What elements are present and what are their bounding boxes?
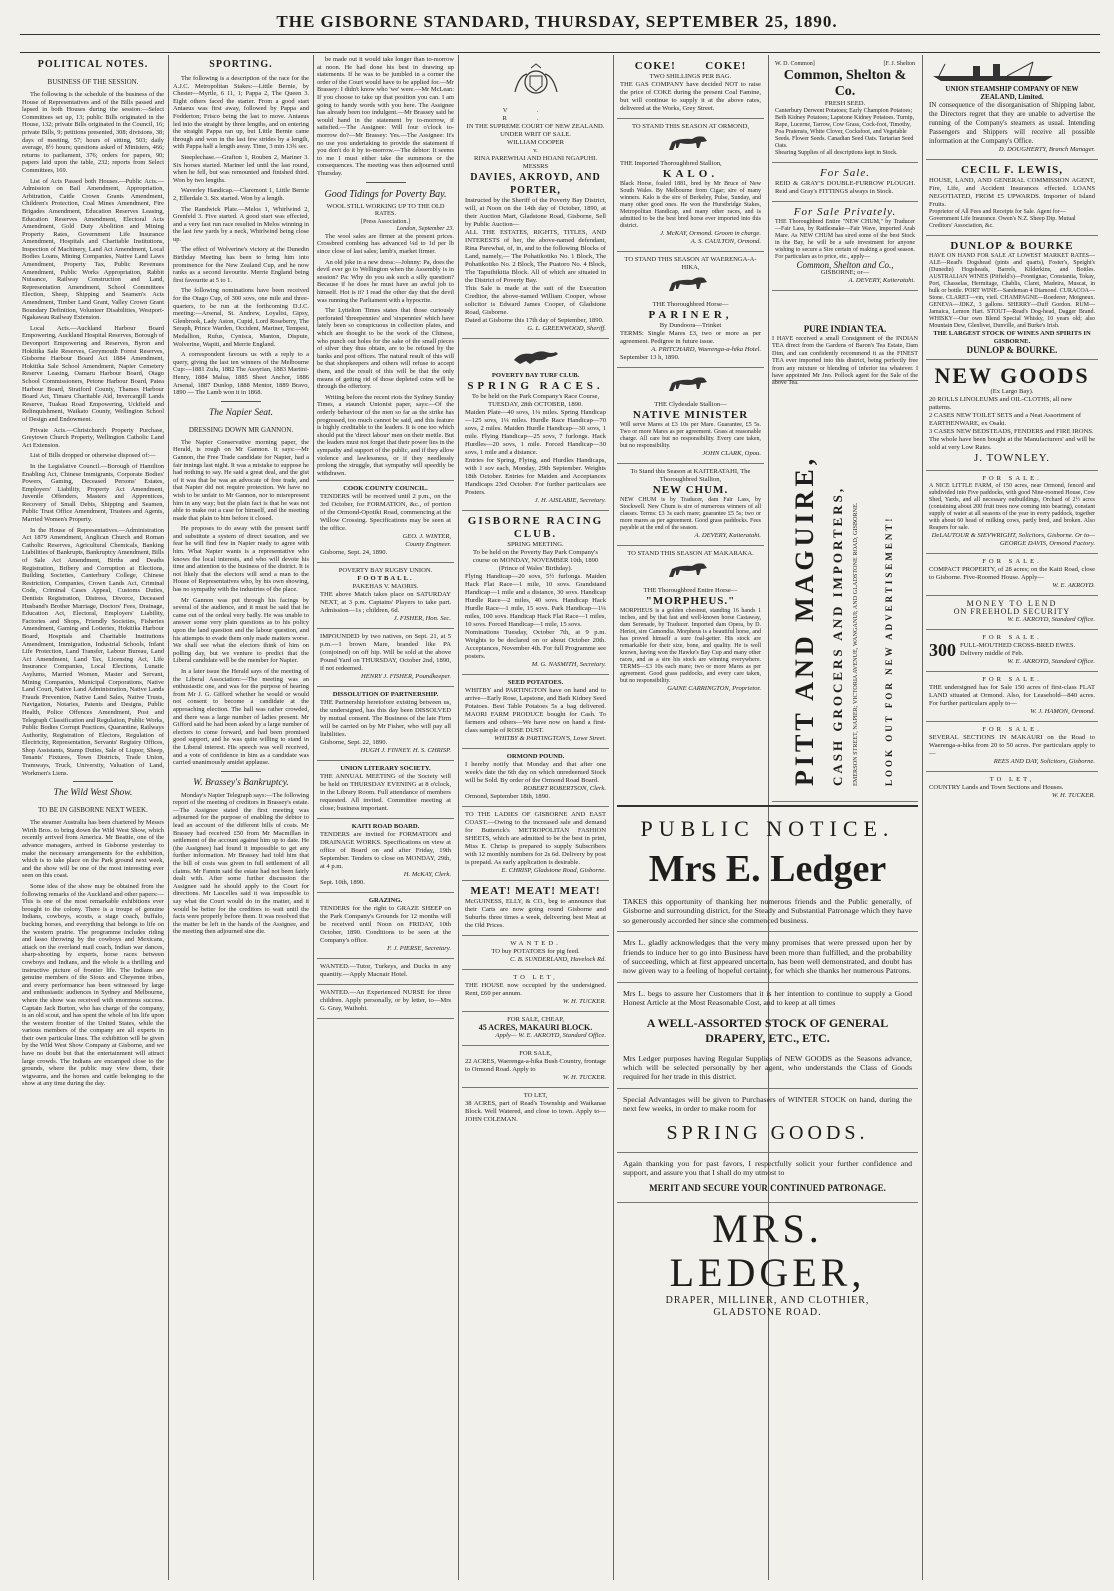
- ad-signature: J. TOWNLEY.: [973, 452, 1051, 464]
- section-heading: SPORTING.: [209, 59, 273, 70]
- ad-heading: IN THE SUPREME COURT OF NEW ZEALAND.: [466, 123, 605, 130]
- ad-text: THE undersigned has for Sale 150 acres of first-class FLAT LAND situated at Ormond. Also, for Leasehold—840 acres. For further particulars apply to—: [929, 684, 1095, 707]
- article-paragraph: Steeplechase.—Grafton 1, Rouben 2, Mariner 3. Six horses started. Mariner led until the last round, when he fell, but was remounted and finished third. Won by two lengths.: [173, 153, 309, 184]
- ad-heading: UNION LITERARY SOCIETY.: [340, 765, 431, 773]
- seed-list: Canterbury Derwent Potatoes; Early Champion Potatoes; Beth Kidney Potatoes; Lapstone Kidney Potatoes. Turnip, Rape, Lucerne, Tarrow, Cow Grass, Cock-foot, Timothy, Poa Pratensis, White Clover, Cocksfoot, and Vegetable Seeds. Flower Seeds. Canadian Seed Oats. Tartarian Seed Oats.: [775, 108, 914, 149]
- ad-title: GISBORNE RACING CLUB.: [467, 515, 604, 540]
- ad-text: IN consequence of the disorganisation of Shipping labor, the Directors regret that they are unable to advertise the running of the Company's steamers as usual. Intending Passengers and Shippers will receive all possible information at the Company's Office.: [929, 101, 1095, 145]
- ad-seed-potatoes: [462, 675, 609, 749]
- masthead-rule-lower: [20, 52, 1100, 53]
- ad-dunlop-bourke: [926, 236, 1098, 360]
- masthead-rule: [20, 34, 1100, 35]
- ad-compact-property: [926, 554, 1098, 596]
- ad-pitt-and-maguire: [772, 380, 918, 802]
- section-heading: Good Tidings for Poverty Bay.: [324, 188, 447, 200]
- dateline: London, September 23.: [396, 225, 454, 233]
- ad-subheading: SPRING MEETING.: [507, 541, 564, 548]
- ad-signature: J. McKAY, Ormond. Groom in charge.: [660, 230, 761, 237]
- ad-native-minister: [617, 368, 764, 464]
- stallion-name: PARINER,: [648, 309, 733, 321]
- ad-heading: TO STAND THIS SEASON AT MAKARAKA.: [627, 550, 754, 557]
- ad-date: September 13 h, 1890.: [620, 354, 680, 361]
- ad-signature: A. DEVERY, Kaiteratahi.: [694, 532, 761, 539]
- ledger-address: GLADSTONE ROAD.: [713, 1306, 822, 1318]
- ad-signature: GAINE CARRINGTON, Proprietor.: [667, 685, 761, 692]
- masthead-title: THE GISBORNE STANDARD, THURSDAY, SEPTEMBER 25, 1890.: [276, 12, 838, 31]
- column-auctions-and-notices: [462, 56, 609, 1581]
- stallion-name: KALO.: [662, 168, 719, 180]
- article-paragraph: The following is the schedule of the business of the House of Representatives and of the Bills passed and lapsed in both Houses during the session:—Select Committees set up, 13; public Bills originated in the House, 132; private Bills originated in the Council, 16; private Bills, 9; petitions presented, 308; divisions, 38; days of meeting, 57; hours of sitting, 503; daily average, 8½ hours; questions asked of Ministers, 466; returns to parliament, 376; orders for papers, 90; papers laid upon the table, 232; reports from Select Committees, 169.: [22, 91, 164, 174]
- ad-signature: DUNLOP & BOURKE.: [966, 345, 1058, 355]
- ad-makauri-sections: [926, 722, 1098, 772]
- ad-text: I hereby notify that Monday and that after one week's date the 6th day on which unredeemed Stock will be Sold. By order of the Ormond Road Board.: [465, 761, 606, 784]
- ad-text: I HAVE received a small Consignment of the INDIAN TEA direct from the Gardens of Baron's Tea Estate, Dam Dim, and can confidently recommend it as the FINEST TEA ever imported into this district, being perfectly free from any mixture or blending of inferior tea whatever. I have appointed Mr Jno. Pollock agent for the Sale of the above Tea.: [772, 335, 918, 387]
- ad-text: MORPHEUS is a golden chestnut, standing 16 hands 1 inches, and by that fast and well-known horse Castaway, dam Serenade, by Traducer. Imported dam Opera, by D. Heriot, sire Camondia. Morpheus is a beautiful horse, and has proved himself a sure foal-getter. His stock are remarkable for their size, bone, and quality. He is well known, having won the Hawke's Bay Cup and many other races, and as a sire his stock are winning everywhere. TERMS—£3 10s each mare; two or more Mares as per agreement. Good grass paddocks, and every care taken, but no responsibility.: [620, 608, 761, 684]
- ad-text: Black Horse, foaled 1881, bred by Mr Bruce of New South Wales. By Melbourne from Cigar; sire of many winners. Kalo is the sire of Berkeley, Pulse, Sunday, and many other good ones. He won the Hurstbridge Stakes, Metropolitan Handicap, and many other races, and is admitted to be the best bred horse ever imported into this district.: [620, 181, 761, 229]
- ad-text: TO buy POTATOES for pig feed.: [491, 948, 580, 955]
- ad-impounded: [317, 629, 454, 687]
- ad-signature: JOHN CLARK, Opou.: [702, 450, 761, 457]
- ad-wanted: WANTED.—Tutor, Turkeys, and Ducks in any quantity.—Apply Macnair Hotel.: [317, 959, 454, 985]
- column-right-adverts: [926, 56, 1098, 1581]
- race-list: Maiden Plate—40 sovs, 1¼ miles. Spring Handicap—125 sovs, 1¼ miles. Hurdle Race Handicap—70 sovs, 2 miles. Maiden Hurdle Handicap—30 sovs, 1 mile. Flying Handicap—25 sovs, 7 furlongs. Hack Hurdles—20 sovs, 1 mile. Forced Handicap—30 sovs, 1 mile and a distance.: [465, 409, 606, 456]
- royal-crest-icon: [509, 62, 563, 102]
- goods-item: 3 CASES NEW BEDSTEADS, FENDERS and FIRE IRONS.: [929, 428, 1094, 435]
- section-heading: The Wild West Show.: [53, 788, 133, 799]
- ad-cecil-lewis: [926, 160, 1098, 236]
- ad-text: The whole have been bought at the Manufacturers' and will be sold at very Low Rates.: [929, 436, 1095, 451]
- stallion-name: NATIVE MINISTER: [632, 409, 749, 421]
- ad-signature: HENRY J. FISHER, Poundkeeper.: [361, 673, 451, 681]
- ad-signature: W. E. AKROYD, Standard Office.: [1007, 616, 1095, 623]
- goods-item: 20 ROLLS LINOLEUMS and OIL-CLOTHS, all new patterns.: [929, 396, 1073, 411]
- article-paragraph: Waverley Handicap.—Claremont 1, Little Bernie 2, Ellerdale 3. Six started. Won by a length.: [173, 187, 309, 202]
- ad-date: Gisborne, Sept. 22, 1890.: [320, 739, 388, 747]
- ad-turf-club: [462, 339, 609, 511]
- partner-name: [F. J. Shelton: [883, 61, 915, 67]
- ad-text: 38 ACRES, part of Read's Township and Waikanae Block. Well Watered, and close to town. Apply to— JOHN COLEMAN.: [465, 1100, 606, 1123]
- ad-heading: ORMOND POUND.: [506, 753, 565, 760]
- ad-land-to-let: [462, 1088, 609, 1129]
- article-paragraph: In the House of Representatives.—Administration Act 1879 Amendment, Anglican Church and Roman Catholic Reserves, Agricultural Chemicals, Banking Liabilities of Bankrupts, Bankruptcy Amendment, Bills of Sale Act Amendment, Births and Deaths Registration, Bribery and Corruption at Elections, Building Societies, Canterbury College, Chinese Restriction, Companies, Crown Lands Act, Criminal Code, Criminal Cases Appeal, Customs Duties, Dentists Registration, Distress, Divorce, Deceased Husband's Brother Marriage, Doctors' Fees, Drainage, Education Act, Electoral, Employers' Liability, Factories and Shops, Friendly Societies, Fisheries Amendment, Gaming and Lotteries, Hokitika Harbour Board, Hospitals and Charitable Institutions Amendment, Immigration, Industrial Schools, Infant Life Protection, Land Transfer, Labour Bureau, Land Act Amendment, Land Tax, Licensing Act, Life Insurance Companies, Local Elections, Lunatic Asylums, Married Women, Master and Servant, Mining Companies, Municipal Corporations, Native Land Court, Native Land Administration, Native Lands Frauds Prevention, Native Land Sales, Native Trusts, Navigation, Notaries, Patents and Designs, Public Health, Police Offences Amendment, Post and Telegraph Classification and Regulation, Public Works, Public Bodies Corrupt Practices, Quarantine, Railways Authority, Registration of Electors, Regulation of Electricity, Representation, Servants' Registry Offices, Shop Assistants, Stamp Duties, Sale of Liquor, Sheep, Tenants' Fixtures, Town Districts, Trade Union, Tramways, Truck, University, Valuation of Land, Workmen's Liens.: [22, 526, 164, 777]
- ad-text: THE LARGEST STOCK OF WINES AND SPIRITS IN GISBORNE.: [933, 330, 1091, 345]
- ad-wanted: WANTED.—An Experienced NURSE for three children. Apply personally, or by letter, to—Mrs G. Gray, Waihohi.: [317, 985, 454, 1019]
- horse-icon: [661, 375, 721, 395]
- ad-signature: HUGH J. FINNEY. H. S. CHRISP.: [360, 747, 451, 755]
- article-paragraph: be made out it would take longer than to-morrow at noon. He had done his best in drawing up statements. If he was to be jumbled in a corner the order of the Court would have to be applied for.—Mr Brassey: I didn't know who 'we' were.—Mr McLean: If you choose to take up that position you can. I am going to handy words with you here. The Assignee has already been too indulgent.—Mr Brassey said he would hand in the statement by to-morrow, if satisfied.—The Assignee: Will four o'clock to-morrow do?—Mr Brassey: Yes.—The Assignee: It's no use you undertaking to provide the statement if you don't do it by to-morrow.—The debtor: It seems to me I must either take the summons or the consequences. The meeting was then adjourned until Thursday.: [317, 56, 454, 177]
- article-paragraph: A correspondent favours us with a reply to a query, giving the last ten winners of the Melbourne Cup:—1881 Zulu, 1882 The Assyrian, 1883 Martini-Henry, 1884 Malua, 1885 Sheet Anchor, 1886 Arsenal, 1887 Dunlop, 1888 Mentor, 1889 Bravo, 1890 — The Lamb won it in 1868.: [173, 351, 309, 397]
- auctioneers-name: DAVIES, AKROYD, AND PORTER,: [470, 172, 601, 196]
- ad-ewes-for-sale: [926, 630, 1098, 672]
- ad-gisborne-racing-club: [462, 511, 609, 675]
- ad-text: NEW CHUM is by Traducer, dam Fair Lass, by Stockwell. New Chum is sire of numerous winners of all classes. Terms: £3 3s each mare; guarantee £5 5s; two or more mares as per agreement. Good grass paddocks. Fees payable at the end of the season.: [620, 497, 761, 531]
- ad-house-to-let: [462, 970, 609, 1012]
- section-subheading: BUSINESS OF THE SESSION.: [47, 78, 139, 86]
- ad-text: THE Imported Thoroughbred Stallion,: [620, 160, 722, 167]
- ad-heading: FOR SALE.: [982, 634, 1042, 641]
- ad-morpheus: [617, 546, 764, 698]
- ad-signature: A. PRITCHARD, Waerenga-a-hika Hotel.: [651, 346, 761, 353]
- ad-waerenga-sale: [462, 1046, 609, 1088]
- ad-text: TO THE LADIES OF GISBORNE AND EAST COAST.—Owing to the increased sale and demand for Butterick's METROPOLITAN FASHION SHEETS, which are admitted to be the best in print, Miss E. Chrisp is prepared to supply Subscribers with 12 monthly numbers for 2s 6d. Delivery by post is prepaid. As early application is desirable.: [465, 811, 606, 866]
- ad-tagline: LOOK OUT FOR NEW ADVERTISEMENT!: [884, 515, 894, 786]
- ad-signature: E. CHRISP, Gladstone Road, Gisborne.: [501, 867, 606, 874]
- article-paragraph: In a later issue the Herald says of the meeting of the Liberal Association:—The meeting was an enthusiastic one, and was for the purpose of hearing from Mr J. G. Gifford whether he would or would not consent to become a candidate at the approaching election. The hall was rather crowded, and there was a large number of ladies present. Mr Gifford said he had been asked by a large number of electors to come forward, and had been promised good support, and he was quite willing to stand in the Liberal interest. His speech was well received, and a vote of confidence in him as a candidate was carried unanimously amidst applause.: [173, 667, 309, 767]
- ad-text: Will serve Mares at £3 10s per Mare. Guarantee, £5 5s. Two or more Mares as per agreement. Grass at reasonable charge. All care but no responsibility. Every care taken, but no responsibility.: [620, 422, 761, 449]
- ad-signature: D. DOUGHERTY, Branch Manager.: [998, 146, 1095, 153]
- ad-signature: County Engineer.: [405, 541, 451, 549]
- ad-text: TENDERS are invited for FORMATION and DRAINAGE WORKS. Specifications on view at office of Board on and after Friday, 19th September. Tenders to close on MONDAY, 29th, at 4 p.m.: [320, 831, 451, 871]
- ad-heading: FOOTBALL.: [357, 575, 414, 583]
- price-line: TWO SHILLINGS PER BAG.: [649, 73, 732, 80]
- section-heading: The Napier Seat.: [208, 407, 274, 418]
- ad-farm-for-sale: [926, 471, 1098, 554]
- ad-text: SEVERAL SECTIONS IN MAKAURI on the Road to Waerenga-a-hika from 20 to 50 acres. For particulars apply to—: [929, 734, 1095, 757]
- ad-signature: A. S. CAULTON, Ormond.: [690, 238, 761, 245]
- ad-heading: GRAZING.: [368, 897, 403, 905]
- ad-fashion-sheets: [462, 807, 609, 881]
- ad-title: MEAT! MEAT! MEAT!: [470, 885, 601, 897]
- column-divider: [168, 55, 169, 1580]
- ledger-name: MRS. LEDGER,: [669, 1205, 866, 1295]
- article-paragraph: An old joke in a new dress:—Johnny: Pa, does the devil ever go to Wellington when the Assembly is in session? Pa: Why do you ask such a silly question? Because if he does he must have an awful job to himself. Hot is it? I read the other day that the devil was running the Parliament with a hypocrite.: [317, 258, 454, 304]
- plaintiff-name: WILLIAM COOPER: [507, 139, 564, 146]
- notice-paragraph: Mrs L. begs to assure her Customers that it is her intention to continue to supply a Good Honest Article at the Most Reasonable Cost, and to keep at all times: [623, 988, 912, 1008]
- ad-text: COMPACT PROPERTY, of 28 acres; on the Kaiti Road, close to Gisborne. Five-Roomed House. Apply—: [929, 566, 1095, 581]
- ad-union-steamship: [926, 56, 1098, 160]
- ad-signature: W. H. TUCKER.: [562, 1074, 606, 1081]
- ad-kaiti-road-board: [317, 819, 454, 893]
- race-list: Flying Handicap—20 sovs, 5½ furlongs. Maiden Hack Flat Race—1 mile, 10 sovs. Grandstand Handicap—1 mile and a distance, 30 sovs. Handicap Hurdle Race—2 miles, 40 sovs. Handicap Hack Hurdle Race—1 mile, 15 sovs. Park Handicap—1¼ miles, 100 sovs. Handicap Hack Flat Race—1 miles, 10 sovs. Forced Handicap—1 mile, 15 sovs.: [465, 573, 606, 628]
- ad-text: TENDERS will be received until 2 p.m., on the 3rd October, for FORMATION, &c., of portion of the Ormond-Opotiki Road, commencing at the Willow Crossing. Specifications may be seen at the office.: [320, 493, 451, 533]
- ad-ormond-pound: [462, 749, 609, 807]
- column-stallions: [617, 56, 764, 801]
- notice-paragraph: Special Advantages will be given to Purchasers of WINTER STOCK on hand, during the next few weeks, in order to make room for: [623, 1094, 912, 1114]
- press-credit: [Press Association.]: [360, 217, 411, 225]
- ad-text: THE ANNUAL MEETING of the Society will be held on THURSDAY EVENING at 8 o'clock, in the Library Room. Full attendance of members requested. All invited. Committee meeting at close; business important.: [320, 773, 451, 813]
- ad-title: DUNLOP & BOURKE: [950, 240, 1074, 252]
- ad-heading: PAKEHAS V. MAORIS.: [352, 583, 419, 591]
- ad-heading: MONEY TO LEND: [966, 599, 1058, 608]
- column-sporting: [173, 56, 309, 1581]
- ad-heading: TO STAND THIS SEASON AT ORMOND,: [631, 123, 750, 130]
- ad-date: Dated at Gisborne this 17th day of September, 1890.: [465, 317, 604, 324]
- ad-signature: GEO. J. WINTER,: [402, 533, 451, 541]
- notice-heading: PUBLIC NOTICE.: [640, 816, 895, 841]
- ad-flat-land-for-sale: [926, 672, 1098, 722]
- column-divider: [922, 55, 923, 1580]
- article-paragraph: Monday's Napier Telegraph says:—The following report of the meeting of creditors in Brassey's estate.—The Assignee stated the first meeting was adjourned for the purpose of enabling the debtor to lead an account of the different bills of costs. Mr Brassey had received £50 from Mr Macmillan in settlement of the account against him up to date. He (the Assignee) had found it impossible to get any further information. Mr Brassey had told him that the bill of costs was given in full settlement of all claims. Mr Fannin said the estate had not been fairly dealt with. After some further discussion the Assignee said he should apply to the Court for directions. Mr Lascelles said it was impossible to say what the Court would do in the matter, and it would be better for the creditors to wait until the facts were properly before them. It was resolved that the matter be left in the hands of the Assignee, and the meeting then adjourned sine die.: [173, 791, 310, 936]
- column-divider: [458, 55, 459, 1580]
- ad-heading: FOR SALE,: [519, 1050, 552, 1057]
- ad-heading: DISSOLUTION OF PARTNERSHIP.: [332, 691, 439, 699]
- ad-text: THE Thoroughbred Entire "NEW CHUM," by Traducer—Fair Lass, by Rattlesnake—Fair Wave, imported Arab Mare. As NEW CHUM has sired some of the best Stock in the Bay, he will be a safe investment for anyone wishing to secure a Sire certain of making a good season. For particulars as to price, etc., apply—: [775, 219, 915, 260]
- ad-signature: REES AND DAY, Solicitors, Gisborne.: [993, 758, 1095, 765]
- ad-money-to-lend: [926, 596, 1098, 630]
- ad-text: THE above Match takes place on SATURDAY NEXT, at 3 p.m. Captains' Players to take part. Admission—1s ; children, 6d.: [320, 591, 451, 615]
- ad-subtitle: CASH GROCERS AND IMPORTERS,: [830, 485, 845, 786]
- ad-signature: Apply— W. E. AKROYD, Standard Office.: [495, 1032, 606, 1039]
- ad-subtitle: (Ex Largo Bay).: [990, 388, 1034, 395]
- ad-subheading: UNDER WRIT OF SALE.: [500, 131, 571, 138]
- article-paragraph: Private Acts.—Christchurch Property Purchase, Greytown Church Property, Wellington Catholic Land Act Extension.: [22, 426, 164, 449]
- section-heading: POLITICAL NOTES.: [37, 59, 149, 70]
- article-paragraph: The following nominations have been received for the Otago Cup, of 300 sovs, one mile and three-quarters, to be run at the forthcoming D.J.C. meeting:—Arsenal, St. Andrew, Loyalist, Gipsy, Glenbrook, Lady Aston, Cupid, Lord Roseberry, The Seraph, Prince Warden, Occident, Mariner, Tempest, Medallion, Rufus, Cynisca, Manton, Dispute, Wolverine, Wapiti, and Merrie England.: [173, 287, 309, 348]
- ad-text: Shearing Supplies of all descriptions kept in Stock.: [775, 150, 898, 156]
- ad-heading: PURE INDIAN TEA.: [803, 324, 887, 334]
- article-paragraph: The Randwick Plate.—Melos 1, Whirlwind 2, Grenfeld 3. Five started. A good start was effected, and a very fast run race resulted in Melos winning in the last few yards by a neck, Whirlwind being close up.: [173, 205, 309, 243]
- ad-kalo: [617, 119, 764, 252]
- column-political-notes: [22, 56, 164, 1581]
- ad-signature: F. J. PIERSE, Secretary.: [387, 945, 451, 953]
- partner-name: W. D. Common]: [775, 61, 815, 67]
- notice-stock-heading: A WELL-ASSORTED STOCK OF GENERAL DRAPERY, ETC., ETC.: [646, 1015, 889, 1045]
- ad-heading: FOR SALE.: [982, 475, 1042, 482]
- ad-signature: DeLAUTOUR & SIEVWRIGHT, Solicitors, Gisborne. Or to— GEORGE DAVIS, Ormond Factory.: [931, 532, 1095, 547]
- ad-heading: SEED POTATOES.: [507, 679, 564, 686]
- ledger-trade: DRAPER, MILLINER, AND CLOTHIER,: [665, 1294, 870, 1306]
- ad-text: REID & GRAY'S DOUBLE-FURROW PLOUGH. Reid and Gray's FITTINGS always in Stock.: [775, 180, 915, 195]
- racehorse-icon: [506, 346, 566, 366]
- ad-text: COUNTRY Lands and Town Sections and Houses.: [929, 784, 1064, 791]
- crest-letters: V. R.: [502, 107, 569, 122]
- article-paragraph: Writing before the recent riots the Sydney Sunday Times, a staunch Unionist paper, says:—Of the orderly behaviour of the men so far as the strike has progressed, too much cannot be said, and this feature is highly creditable to the leaders. It is one too which should put the 'direct labour' men on their mettle. But the leaders must not forget that their power lies in the sympathy and support of the public, and if they allow violence and lawlessness, or if they needlessly prolong the struggle, that sympathy will speedily be withdrawn.: [317, 393, 454, 477]
- ad-signature: W. J. HAMON, Ormond.: [1030, 708, 1095, 715]
- ad-text: IMPOUNDED by two natives, on Sept. 21, at 5 p.m.—1 brown Mare, branded like PA (conjoined) on off hip. Will be sold at the above Pound Yard on THURSDAY, October 2nd, 1890, if not redeemed.: [320, 633, 451, 673]
- defendant-name: RINA PAREWHAI AND HOANI NGAPUHI.: [473, 155, 598, 162]
- ad-text: HOUSE, LAND, AND GENERAL COMMISSION AGENT, Fire, Life, and Accident Insurances effected. LOANS NEGOTIATED, FROM £5 UPWARDS. Importer of Island Fruits.: [929, 177, 1095, 208]
- article-paragraph: The Lyttelton Times states that those curiously perforated 'threepennies' and 'sixpennies' which have lately been so conspicuous in collection plates, and which are thought to be the work of the Chinese, who punch out holes for the sake of the small pieces of silver they thus obtain, are to be refused by the banks and post offices. The natural result of this will be that shopkeepers and others will refuse to accept them, and the result of this will be that the only means of getting rid of those depleted coins will be through the offertory.: [317, 307, 454, 391]
- notice-merit-line: MERIT AND SECURE YOUR CONTINUED PATRONAGE.: [649, 1182, 886, 1193]
- article-paragraph: The wool sales are firmer at the present prices. Crossbred combing has advanced ¼d to 1d per lb since close of last sales; lamb's, market firmer.: [317, 232, 454, 256]
- ad-gas-company-coke: [617, 56, 764, 119]
- article-paragraph: The effect of Wolverine's victory at the Dunedin Birthday Meeting has been to bring him into prominence for the New Zealand Cup, and he now ranks as a second favourite. Merrie England being first favourite at 5 to 1.: [173, 246, 309, 284]
- ad-text: TENDERS for the right to GRAZE SHEEP on the Park Company's Grounds for 12 months will be received until Noon on FRIDAY, 10th October, 1890. Conditions to be seen at the Company's office.: [320, 905, 451, 945]
- ewe-count: 300: [929, 640, 956, 660]
- ad-mrs-ledger-public-notice: [617, 805, 918, 1582]
- ad-grazing: [317, 893, 454, 959]
- ad-date: Gisborne, Sept. 24, 1890.: [320, 549, 388, 557]
- ad-text: TERMS: Single Mares £3, two or more as per agreement. Pedigree in future issue.: [620, 330, 761, 345]
- article-paragraph: The following is a description of the race for the A.J.C. Metropolitan Stakes:—Little Bernie, by Chester—Myrtle, 6 11, 1; Pappa 2, The Queen 3. Eight others faced the starter. From a good start Antaeus was first away, followed by Pappa and Fodderton; Frisco being the last to move. Antaeus led into the straight by three lengths, and on entering the straight Pappa ran up, but Little Bernie came through and won in the last few strides by a length, with Pappa half a length away. Time, 3 min 13¾ sec.: [173, 75, 309, 151]
- ad-heading: TO LET,: [989, 776, 1035, 783]
- ad-common-shelton: [772, 56, 918, 163]
- ad-new-chum: [617, 464, 764, 546]
- ad-signature: A. DEVERY, Kaiteratahi.: [848, 277, 915, 284]
- ad-signature: ROBERT ROBERTSON, Clerk.: [523, 785, 606, 792]
- ad-text: THE Clydesdale Stallion—: [654, 401, 727, 408]
- ad-text: THE Thoroughbred Horse—: [652, 301, 729, 308]
- ad-text: THE Thoroughbred Entire Horse—: [643, 587, 738, 594]
- ad-pariner: [617, 252, 764, 368]
- ad-text: Entries for Spring, Flying, and Hurdles Handicaps, with 1 sov each, Monday, 29th September. Weights 18th October. Entries for Maiden and Acceptances Handicaps 23rd October. For further particulars see Posters.: [465, 457, 606, 496]
- ad-dissolution: [317, 687, 454, 761]
- ad-heading: FRESH SEED.: [824, 100, 866, 107]
- ad-signature: J. FISHER, Hon. Sec.: [393, 615, 451, 623]
- ad-text: To Stand this Season at KAITERATAHI, The Thoroughbred Stallion,: [630, 468, 751, 483]
- column-divider: [313, 55, 314, 1580]
- ad-subheading: MESSRS: [522, 163, 549, 170]
- column-divider: [613, 55, 614, 1580]
- ad-indian-tea: [772, 324, 918, 387]
- ad-country-lands-to-let: [926, 772, 1098, 805]
- horse-icon: [661, 134, 721, 154]
- ad-signature: W. H. TUCKER.: [562, 998, 606, 1005]
- ad-signature: W. E. AKROYD, Standard Office.: [1007, 658, 1095, 665]
- notice-paragraph: TAKES this opportunity of thanking her numerous friends and the Public generally, of Gisborne and surrounding district, for the Steady and Substantial Patronage which they have so generously accorded her since she commenced business.: [623, 897, 912, 925]
- ad-meat: [462, 881, 609, 936]
- ad-text: ALL THE ESTATES, RIGHTS, TITLES, AND INTERESTS of her, the above-named defendant, Rina Parewhai, of, in, and to the following Blocks of Land, namely,— The Pohatikotiko No. 1 Block, The Pohatikotiko No. 2 Block, The Puatoro No. 4 Block, The Tapuihikitia Block. All of which are situated in the District of Poverty Bay.: [465, 229, 606, 284]
- ad-text: Instructed by the Sheriff of the Poverty Bay District, will, at Noon on the 14th day of October, 1890, at their Auction Mart, Gladstone Road, Gisborne, Sell by Public Auction—: [465, 197, 606, 228]
- ad-text: WHITBY and PARTINGTON have on hand and to arrive—Early Rose, Lapstone, and Bath Kidney Seed Potatoes. Best Table Potatoes 5s a bag delivered. MAORI FARM PRODUCE bought for Cash. To farmers and others—We have now on hand a first-class sample of ROSE DUST.: [465, 687, 606, 734]
- notice-paragraph: Mrs L. gladly acknowledges that the very many promises that were pressed upon her by friends to induce her to go into Business have been more than fulfilled, and the probability of succeeding, which at first appeared uncertain, has been well demonstrated, and doubt has now given way to a feeling of hopeful certainty, for which she thanks her numerous Patrons.: [623, 938, 912, 976]
- ad-heading: COOK COUNTY COUNCIL.: [343, 485, 428, 493]
- ad-signature: G. L. GREENWOOD, Sheriff.: [527, 325, 606, 332]
- ad-text: HAVE ON HAND FOR SALE AT LOWEST MARKET RATES— ALE—Read's Dogshead (pints and quarts), Foster's, Speight's (Dunedin) Hogsheads, Barrels, Kilderkins, and Bottles. AUSTRALIAN WINES (Pitfield's)—Frontignac, Constantia, Tokay, Port, Chasselas, Hermitage, Chablis, Claret, Madeira, Muscat, in bulk or bottle. PORT WINE—Sandeman 4 Diamond. CURACOA—Stone. CLARET—vin, vieil. CHAMPAGNE—Roederer, Moigneux. GENEVA—JDKZ, 3 gallons. SHERRY—Duff Gordon. RUM—Jamaica, Lemon Hart. STOUT—Read's Dog-head, Dagger Brand. WHISKY—Our own Blend Special Whisky, 10 years old; also Mountain Dew, Glenlivet, Dunville, and Burke's Irish.: [929, 253, 1095, 329]
- steamship-icon: [929, 60, 1099, 82]
- coke-label: COKE!: [705, 60, 747, 72]
- ad-text: McGUINESS, ELLY, & CO., beg to announce that their Carts are now going round Gisborne and Suburbs three times a week, delivering best Meat at the Old Prices.: [465, 898, 606, 929]
- ad-text: THE Partnership heretofore existing between us, the undersigned, has this day been DISSOLVED by mutual consent. The Business of the late Firm will be carried on by Mr Fisher, who will pay all liabilities.: [320, 699, 451, 739]
- section-heading: W. Brassey's Bankruptcy.: [193, 777, 289, 788]
- ad-date: Ormond, September 18th, 1890.: [465, 793, 550, 800]
- coke-label: COKE!: [634, 60, 676, 72]
- ad-text: Proprietor of All Fees and Receipts for Sale. Agent for— Government Life Insurance. Owen's N.Z. Sheep Dip. Mutual Creditors' Association, &c.: [929, 209, 1076, 229]
- notice-name: Mrs E. Ledger: [648, 848, 887, 890]
- article-paragraph: The steamer Australia has been chartered by Messrs Wirth Bros. to bring down the Wild West Show, which recently arrived from America. Mr Beattie, one of the advance managers, arrived in Gisborne yesterday to make the necessary arrangements for the exhibition, which is to take place on the Park ground next week, and the show will be one of the most interesting ever seen on this coast.: [22, 819, 164, 880]
- ad-heading: POVERTY BAY TURF CLUB.: [491, 372, 580, 379]
- article-paragraph: List of Acts Passed both Houses.—Public Acts.—Admission on Bail Amendment, Appropriation, Arbitration, Cattle Crown Grants Amendment, Children's Protection, Coal Mines Amendment, Fire Brigades Amendment, Education Reserves Leasing, Education Reserves Amendment, Electoral Acts Amendment, Gold Duty Abolition and Mining Property Rates, Government Life Insurance Amendment, Hospitals and Charitable Institutions, Inspection of Machinery, Land Act Amendment, Local Bodies Loans, Mining Companies, Native Land Laws Amendment, Property Tax, Public Revenues Amendment, Public Works Appropriation, Rabbit Nuisance, Railway Construction and Land, Representation Amendment, School Committees Election, Sheep, Shipping and Seamen's Acts Amendment, Timber Land Grant, Valley Crown Grant Boundary Definition, Volunteer Disabilities, Westport-Ngakawau Railway Extension.: [22, 177, 164, 322]
- ad-heading: For Sale Privately.: [793, 206, 897, 218]
- ad-heading: FOR SALE.: [982, 676, 1042, 683]
- ad-heading: TO LET,: [523, 1092, 548, 1099]
- ad-text: By Dundoora—Trinket: [659, 322, 722, 329]
- ad-makauri-sale: [462, 1012, 609, 1046]
- ad-text: 22 ACRES, Waerenga-a-hika Bush Country, frontage to Ormond Road. Apply to: [465, 1058, 606, 1073]
- ad-new-chum-sale: [772, 202, 918, 291]
- section-subheading: TO BE IN GISBORNE NEXT WEEK.: [38, 806, 148, 815]
- ad-cook-county: [317, 480, 454, 563]
- ad-signature: M. G. NASMITH, Secretary.: [531, 661, 606, 668]
- ad-text: A NICE LITTLE FARM, of 150 acres, near Ormond, fenced and subdivided into Five paddocks, with good Nine-roomed House, Cow Shed, Yards, and all necessary outbuildings, Orchard of 2½ acres (containing about 200 fruit trees now coming into bearing), constant supply of water at all seasons of the year in every paddock, together with about 60 head of milking cows, partly bred, and broken. Also Reapers for sale.: [929, 483, 1095, 531]
- ad-text: FULL-MOUTHED CROSS-BRED EWES. Delivery middle of Feb.: [960, 642, 1076, 657]
- ad-wanted-potatoes: [462, 936, 609, 970]
- ad-text: Nominations Tuesday, October 7th, at 9 p.m. Weights to be declared on or about October 20th. Acceptances, November 4th. For full Programme see posters.: [465, 629, 606, 660]
- ad-text: To be held on the Park Company's Race Course, TUESDAY, 28th OCTOBER, 1890.: [471, 393, 600, 408]
- ad-signature: W. H. TUCKER.: [1051, 792, 1095, 799]
- ad-signature: Common, Shelton and Co.,: [796, 260, 894, 270]
- ad-heading: ON FREEHOLD SECURITY: [953, 607, 1071, 616]
- ad-text: This Sale is made at the suit of the Execution Creditor, the above-named William Cooper, whose solicitor is Edward James Cooper, of Gladstone Road, Gisborne.: [465, 285, 606, 316]
- article-paragraph: Some idea of the show may be obtained from the following remarks of the Auckland and other papers:—This is one of the most remarkable exhibitions ever brought to the colony. There is a troupe of genuine Indians, cowboys, scouts, a stage coach, buffalo, bucking horses, and everything that belongs to life on the western prairie. The programme includes riding and lasso throwing by the cowboys and Mexicans, attack on the overland mail coach, Indian war dances, sharp-shooting by experts, horse races between cowboys and Indians, and the whole is a thrilling and instructive picture of frontier life. The Indians are genuine members of the Sioux and Cheyenne tribes, and every performance has been witnessed by large and enthusiastic audiences in Sydney and Melbourne, where the show was received with enormous success. Captain Jack Burton, who has charge of the company, is an old scout, and has spent the whole of his life upon the western frontier of the United States, while the various members of the company are all experts in their own particular lines. The exhibition will be given by the Wild West Show Company at Gisborne, and we have no doubt but that the entertainment will attract large crowds. The Indians are encamped close to the grounds, where the public may view them, their wigwams, and the horses and cattle belonging to the show at any time during the day.: [22, 883, 164, 1088]
- ad-plough-for-sale: [772, 163, 918, 202]
- ad-heading: UNION STEAMSHIP COMPANY OF NEW ZEALAND, Limited.: [945, 85, 1079, 101]
- column-news-and-notices: [317, 56, 454, 1581]
- ad-heading: POVERTY BAY RUGBY UNION.: [338, 567, 433, 575]
- article-paragraph: List of Bills dropped or otherwise disposed of:—: [30, 452, 156, 460]
- ad-signature: GISBORNE; or—: [820, 269, 870, 276]
- ad-date: Sept. 10th, 1890.: [320, 879, 365, 887]
- ad-heading: WANTED.: [510, 940, 561, 947]
- section-subheading: DRESSING DOWN MR GANNON.: [188, 425, 294, 434]
- article-paragraph: Local Acts.—Auckland Harbour Board Empowering, Auckland Hospital Reserves, Borough of Devonport Empowering and Reserves, Byron and Hokitika Sale Reserves, Greymouth Forest Reserves, Gisborne Harbour Board Act 1884 Amendment, Hokitika Sale School Amendment, Napier Cemetery Reserve Leasing, Oamaru Harbour Board, Otago School Commissioners, Petone Harbour Board, Patea Harbour Board, Stratford County, Thames Harbour Board Act, Timaru Charitable Aid, Invercargill Lands Reserve, Tuakau Road Empowering, Uckfield and Relinquishment, Waikato County, Wellington School of Design and Endowment.: [22, 324, 164, 423]
- goods-item: 2 CASES NEW TOILET SETS and a Neat Assortment of EARTHENWARE, ex Osaki.: [929, 412, 1082, 427]
- ad-new-goods: [926, 360, 1098, 471]
- ad-text: THE GAS COMPANY have decided NOT to raise the price of COKE during the present Coal Famine, but will continue to supply it at the above rates, delivered at the Works, Grey Street.: [620, 81, 761, 112]
- notice-paragraph: Mrs Ledger purposes having Regular Supplies of NEW GOODS as the Seasons advance, which will be selected personally by her agent, who understands the Class of Goods required for her trade in this district.: [623, 1053, 912, 1082]
- ad-heading: KAITI ROAD BOARD.: [351, 823, 420, 831]
- ad-heading: FOR SALE.: [982, 558, 1042, 565]
- notice-paragraph: Again thanking you for past favors, I respectfully solicit your further confidence and support, and assure you that I shall do my utmost to: [623, 1158, 912, 1178]
- ad-heading: For Sale.: [820, 167, 870, 179]
- article-paragraph: He proposes to do away with the present tariff and substitute a system of direct taxation, and we fear he will find few in Napier ready to agree with him. What Napier wants is a representative who knows the local interests, and who will devote his time and attention to the business of the district. It is not likely that the electors will send a man to the House of Representatives who, by his own showing, has no sympathy with the industries of the place.: [173, 525, 309, 594]
- article-paragraph: The Napier Conservative morning paper, the Herald, is rough on Mr Gannon. It says:—Mr Gannon, the Free Trade candidate for Napier, had a fair innings last night. It was a mistake to suppose he had nothing to say. He said a great deal, and the gist of it was that he was an advocate of free trade, and that Napier did not require protection. We have no wish to be unfair to Mr Gannon, nor to misrepresent him in any way; but the plain fact is that he was not able to make out a case for himself, and the meeting made that plain to him before it closed.: [173, 438, 309, 522]
- firm-name: Common, Shelton & Co.: [783, 68, 907, 99]
- section-subheading: WOOL STILL WORKING UP TO THE OLD RATES.: [326, 202, 445, 218]
- ad-text: To be held on the Poverty Bay Park Company's course on MONDAY, NOVEMBER 10th, 1890 (Prince of Wales' Birthday).: [472, 549, 599, 572]
- ad-literary-society: [317, 761, 454, 819]
- ad-text: 45 ACRES, MAKAURI BLOCK.: [478, 1023, 593, 1032]
- ad-signature: W. E. AKROYD.: [1052, 582, 1095, 589]
- ad-heading: FOR SALE, CHEAP,: [507, 1016, 564, 1023]
- horse-icon: [661, 561, 721, 581]
- versus: v.: [533, 147, 538, 154]
- ad-title: PITT AND MAGUIRE,: [790, 454, 819, 786]
- ad-signature: H. McKAY, Clerk.: [403, 871, 451, 879]
- article-paragraph: Mr Gannon was put through his facings by several of the audience, and it must be said that he came out of the ordeal very badly. He was unable to answer some very plain questions as to his policy upon the land question and the labour question, and his attempts to evade them only made matters worse. We shall see what the electors think of him on polling day, but we venture to predict that the Liberal candidate will be the member for Napier.: [173, 596, 309, 665]
- ad-title: NEW GOODS: [934, 363, 1090, 388]
- article-paragraph: In the Legislative Council.—Borough of Hamilton Enabling Act, Chinese Immigrants, Corporate Bodies' Powers, Gaming, Deceased Persons' Estates, Employers' Liability, Property Act Amendment, Juvenile Offenders, Masters and Apprentices, Recovery of Small Debts, Shipping and Seamen, Public Trust Office Amendment, Trustees and Agents, Married Women's Property.: [22, 462, 164, 524]
- ad-heading: TO STAND THIS SEASON AT WAERENGA-A-HIKA,: [624, 256, 757, 271]
- ad-heading: TO LET,: [513, 974, 558, 981]
- notice-spring-goods: SPRING GOODS.: [666, 1121, 869, 1144]
- ad-signature: C. B. SUNDERLAND, Havelock Rd.: [510, 956, 606, 963]
- stallion-name: NEW CHUM.: [652, 484, 729, 496]
- ad-title: SPRING RACES.: [467, 380, 604, 392]
- horse-icon: [661, 275, 721, 295]
- ad-signature: J. H. AISLABIE, Secretary.: [534, 497, 606, 504]
- ad-title: CECIL F. LEWIS,: [960, 164, 1064, 176]
- ad-heading: FOR SALE.: [982, 726, 1042, 733]
- ad-signature: WHITBY & PARTINGTON'S, Lowe Street.: [494, 735, 606, 742]
- ad-supreme-court: [462, 56, 609, 339]
- ad-text: THE HOUSE now occupied by the undersigned. Rent, £60 per annum.: [465, 982, 606, 997]
- ad-address: EMERSON STREET, NAPIER; VICTORIA AVENUE, WANGANUI; AND GLADSTONE ROAD, GISBORNE.: [852, 502, 859, 786]
- ad-rugby: [317, 563, 454, 629]
- stallion-name: "MORPHEUS.": [645, 595, 736, 607]
